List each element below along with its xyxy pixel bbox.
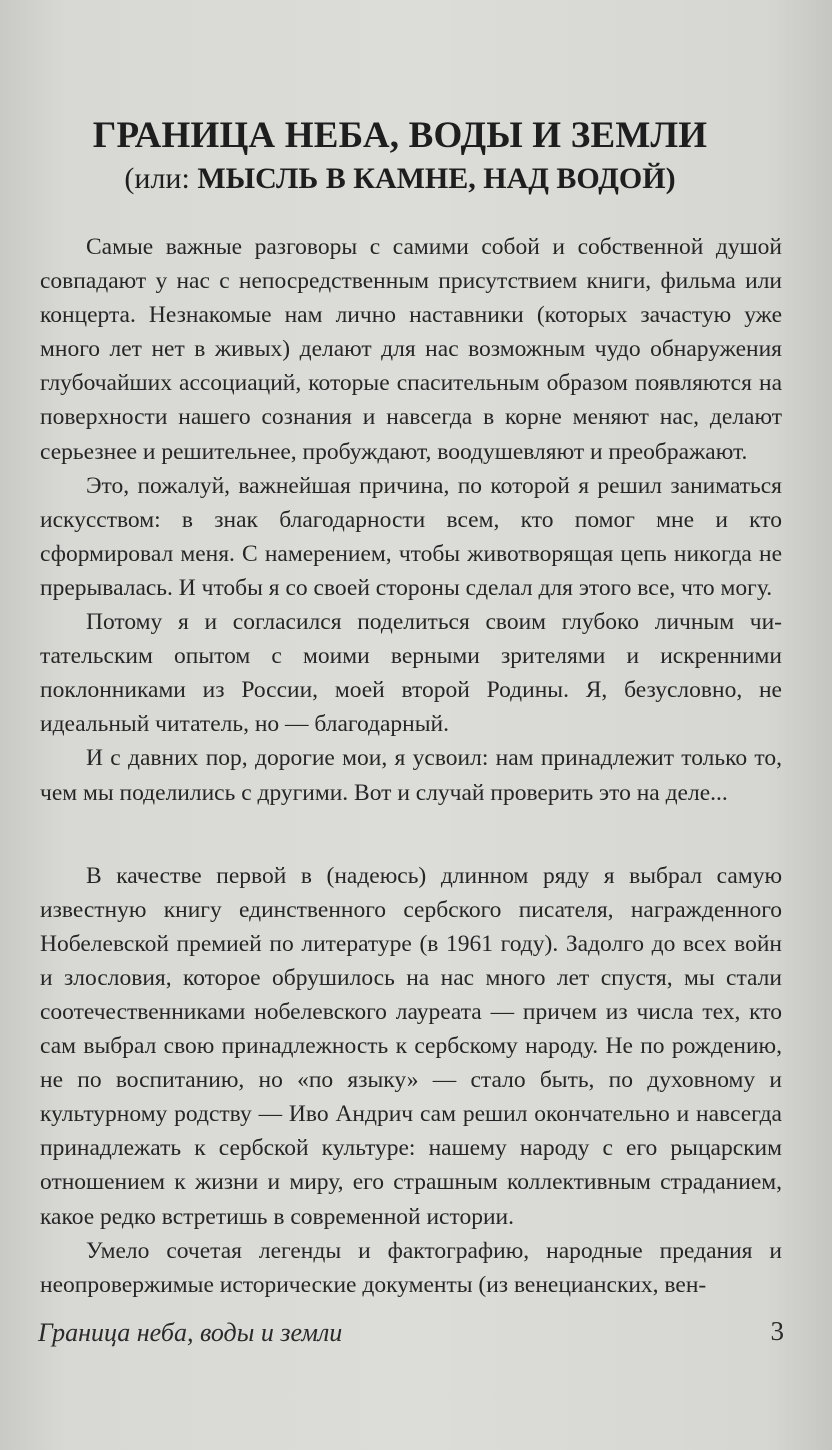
subtitle-prefix: (или: xyxy=(124,162,198,195)
body-text xyxy=(40,230,782,1302)
running-title: Граница неба, воды и земли xyxy=(38,1318,343,1347)
paragraph: В качестве первой в (надеюсь) длинном ряду я выбрал самую известную книгу единственного сербского писателя, награжденного Нобелевской премией по литературе (в 1961 году). Задолго до всех войн и злословия, которое обрушилось на нас много лет спустя, мы стали соотечественниками нобелевского лауреата — причем из числа тех, кто сам выбрал свою принадлежность к сербскому народу. Не по рождению, не по воспитанию, но «по языку» — стало быть, по духовному и культурному родству — Иво Андрич сам решил окончательно и навсегда принадлежать к сербской культуре: нашему народу с его рыцарским отношением к жизни и миру, его страшным коллективным страданием, какое редко встретишь в современной истории. xyxy=(40,862,782,1230)
paragraph: Это, пожалуй, важнейшая причина, по которой я решил заниматься искусством: в знак благодарности всем, кто помог мне и кто сформировал меня. С намерением, чтобы животворящая цепь никогда не прерывалась. И чтобы я со своей стороны сделал для этого все, что могу. xyxy=(40,472,782,601)
paragraph: Умело сочетая легенды и фактографию, народные предания и неопровержимые исторические документы (из венецианских, вен- xyxy=(40,1237,782,1298)
paragraph: И с давних пор, дорогие мои, я усвоил: нам принадлежит только то, чем мы поделились с другими. Вот и случай проверить это на деле... xyxy=(40,745,782,806)
section-break xyxy=(40,810,782,859)
paragraph: Потому я и согласился поделиться своим глубоко личным читательским опытом с моими верными зрителями и искренними поклонниками из России, моей второй Родины. Я, безусловно, не идеальный читатель, но — благодарный. xyxy=(40,609,782,738)
chapter-subtitle xyxy=(0,160,800,198)
page-number: 3 xyxy=(770,1316,784,1346)
subtitle-main: МЫСЛЬ В КАМНЕ, НАД ВОДОЙ) xyxy=(197,162,676,195)
chapter-title: ГРАНИЦА НЕБА, ВОДЫ И ЗЕМЛИ xyxy=(92,115,708,156)
paragraph: Самые важные разговоры с самими собой и собственной душой совпадают у нас с непосредственным присутствием книги, фильма или концерта. Незнакомые нам лично наставники (которых зачастую уже много лет нет в живых) делают для нас возможным чудо обнаружения глубочайших ассоциаций, которые спасительным образом появляются на поверхности нашего сознания и навсегда в корне меняют нас, делают серьезнее и решительнее, пробуждают, воодушевляют и преображают. xyxy=(40,234,782,465)
